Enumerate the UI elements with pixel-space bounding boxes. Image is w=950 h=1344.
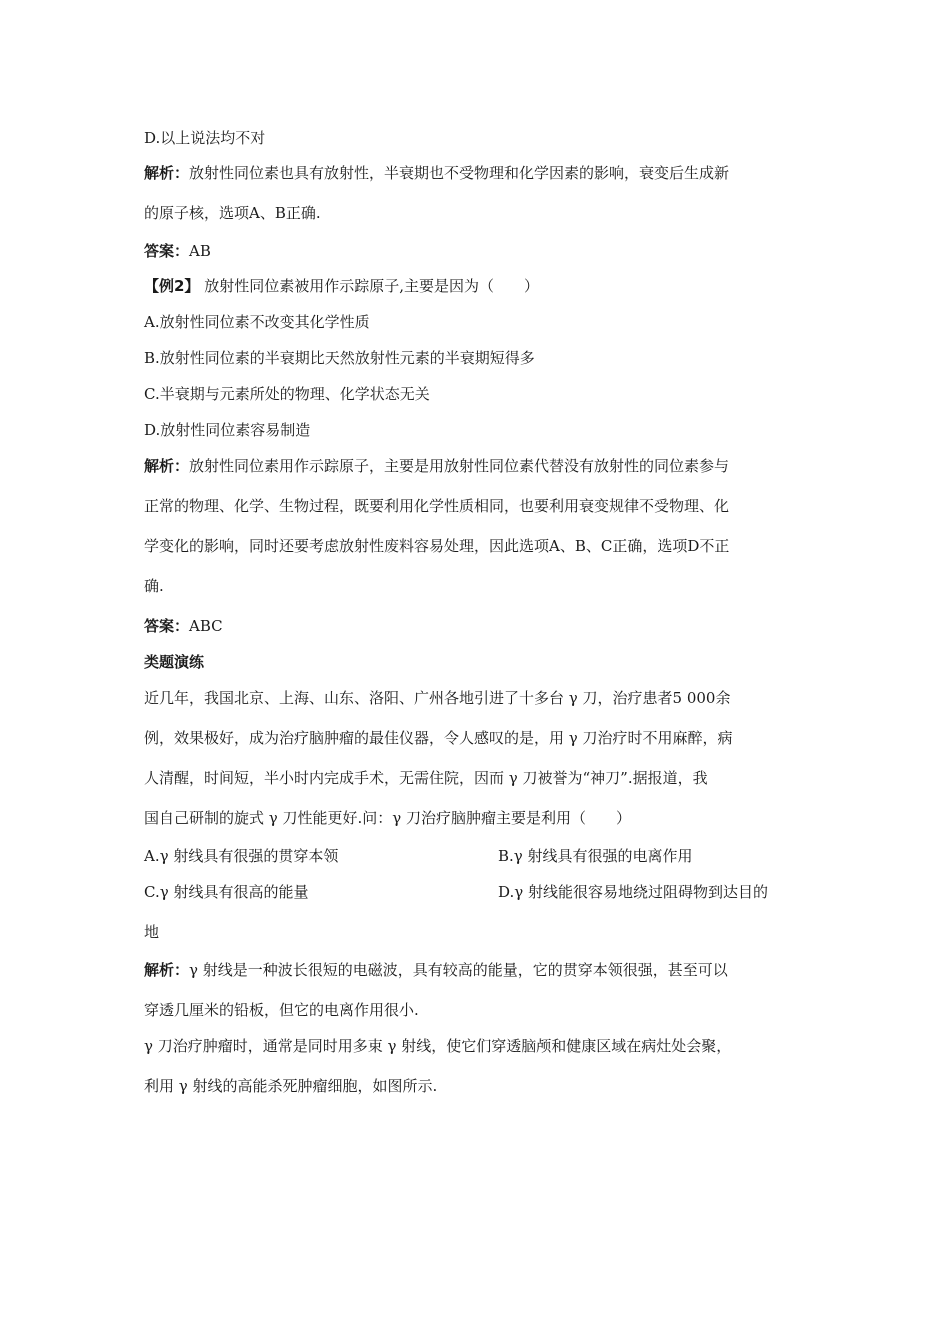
analysis-label: 解析： — [144, 164, 190, 182]
answer-value: AB — [189, 242, 211, 260]
ex2-analysis-line-2: 正常的物理、化学、生物过程，既要利用化学性质相同，也要利用衰变规律不受物理、化 — [144, 497, 730, 515]
analysis-label: 解析： — [144, 961, 190, 979]
ex2-analysis-line-4: 确. — [144, 577, 164, 595]
practice-analysis-line-2: 穿透几厘米的铅板，但它的电离作用很小. — [144, 1001, 419, 1019]
ex1-analysis-line-1 — [144, 163, 729, 183]
ex2-analysis-line-1 — [144, 456, 729, 476]
practice-option-d-wrap: 地 — [144, 923, 160, 941]
practice-option-b: B.γ 射线具有很强的电离作用 — [498, 847, 693, 865]
practice-analysis-line-3: γ 刀治疗肿瘤时，通常是同时用多束 γ 射线，使它们穿透脑颅和健康区域在病灶处会聚， — [144, 1037, 732, 1055]
example-tag: 【例2】 — [144, 277, 200, 295]
ex2-question — [144, 276, 539, 296]
practice-heading: 类题演练 — [144, 653, 205, 671]
practice-analysis-line-4: 利用 γ 射线的高能杀死肿瘤细胞，如图所示. — [144, 1077, 438, 1095]
ex2-answer — [144, 616, 223, 636]
ex1-analysis-line-2: 的原子核，选项A、B正确. — [144, 204, 321, 222]
practice-question-line-3: 人清醒，时间短，半小时内完成手术，无需住院，因而 γ 刀被誉为“神刀”.据报道，我 — [144, 769, 708, 787]
answer-label: 答案： — [144, 617, 190, 635]
ex2-analysis-line-3: 学变化的影响，同时还要考虑放射性废料容易处理，因此选项A、B、C正确，选项D不正 — [144, 537, 730, 555]
answer-value: ABC — [189, 617, 223, 635]
practice-question-line-4: 国自己研制的旋式 γ 刀性能更好.问：γ 刀治疗脑肿瘤主要是利用（ ） — [144, 809, 632, 827]
practice-option-c: C.γ 射线具有很高的能量 — [144, 883, 309, 901]
prev-option-d: D.以上说法均不对 — [144, 129, 266, 147]
practice-question-line-1: 近几年，我国北京、上海、山东、洛阳、广州各地引进了十多台 γ 刀，治疗患者5 000余 — [144, 689, 731, 707]
analysis-label: 解析： — [144, 457, 190, 475]
analysis-text: γ 射线是一种波长很短的电磁波，具有较高的能量，它的贯穿本领很强，甚至可以 — [189, 961, 728, 979]
ex2-option-b: B.放射性同位素的半衰期比天然放射性元素的半衰期短得多 — [144, 349, 535, 367]
practice-option-d: D.γ 射线能很容易地绕过阻碍物到达目的 — [498, 883, 768, 901]
ex2-option-d: D.放射性同位素容易制造 — [144, 421, 311, 439]
ex1-answer — [144, 241, 211, 261]
ex2-option-a: A.放射性同位素不改变其化学性质 — [144, 313, 370, 331]
analysis-text: 放射性同位素用作示踪原子，主要是用放射性同位素代替没有放射性的同位素参与 — [189, 457, 730, 475]
practice-option-a: A.γ 射线具有很强的贯穿本领 — [144, 847, 339, 865]
answer-label: 答案： — [144, 242, 190, 260]
practice-analysis-line-1 — [144, 960, 728, 980]
question-text: 放射性同位素被用作示踪原子,主要是因为（ ） — [204, 277, 539, 295]
practice-question-line-2: 例，效果极好，成为治疗脑肿瘤的最佳仪器，令人感叹的是，用 γ 刀治疗时不用麻醉，病 — [144, 729, 733, 747]
ex2-option-c: C.半衰期与元素所处的物理、化学状态无关 — [144, 385, 430, 403]
analysis-text: 放射性同位素也具有放射性，半衰期也不受物理和化学因素的影响，衰变后生成新 — [189, 164, 730, 182]
